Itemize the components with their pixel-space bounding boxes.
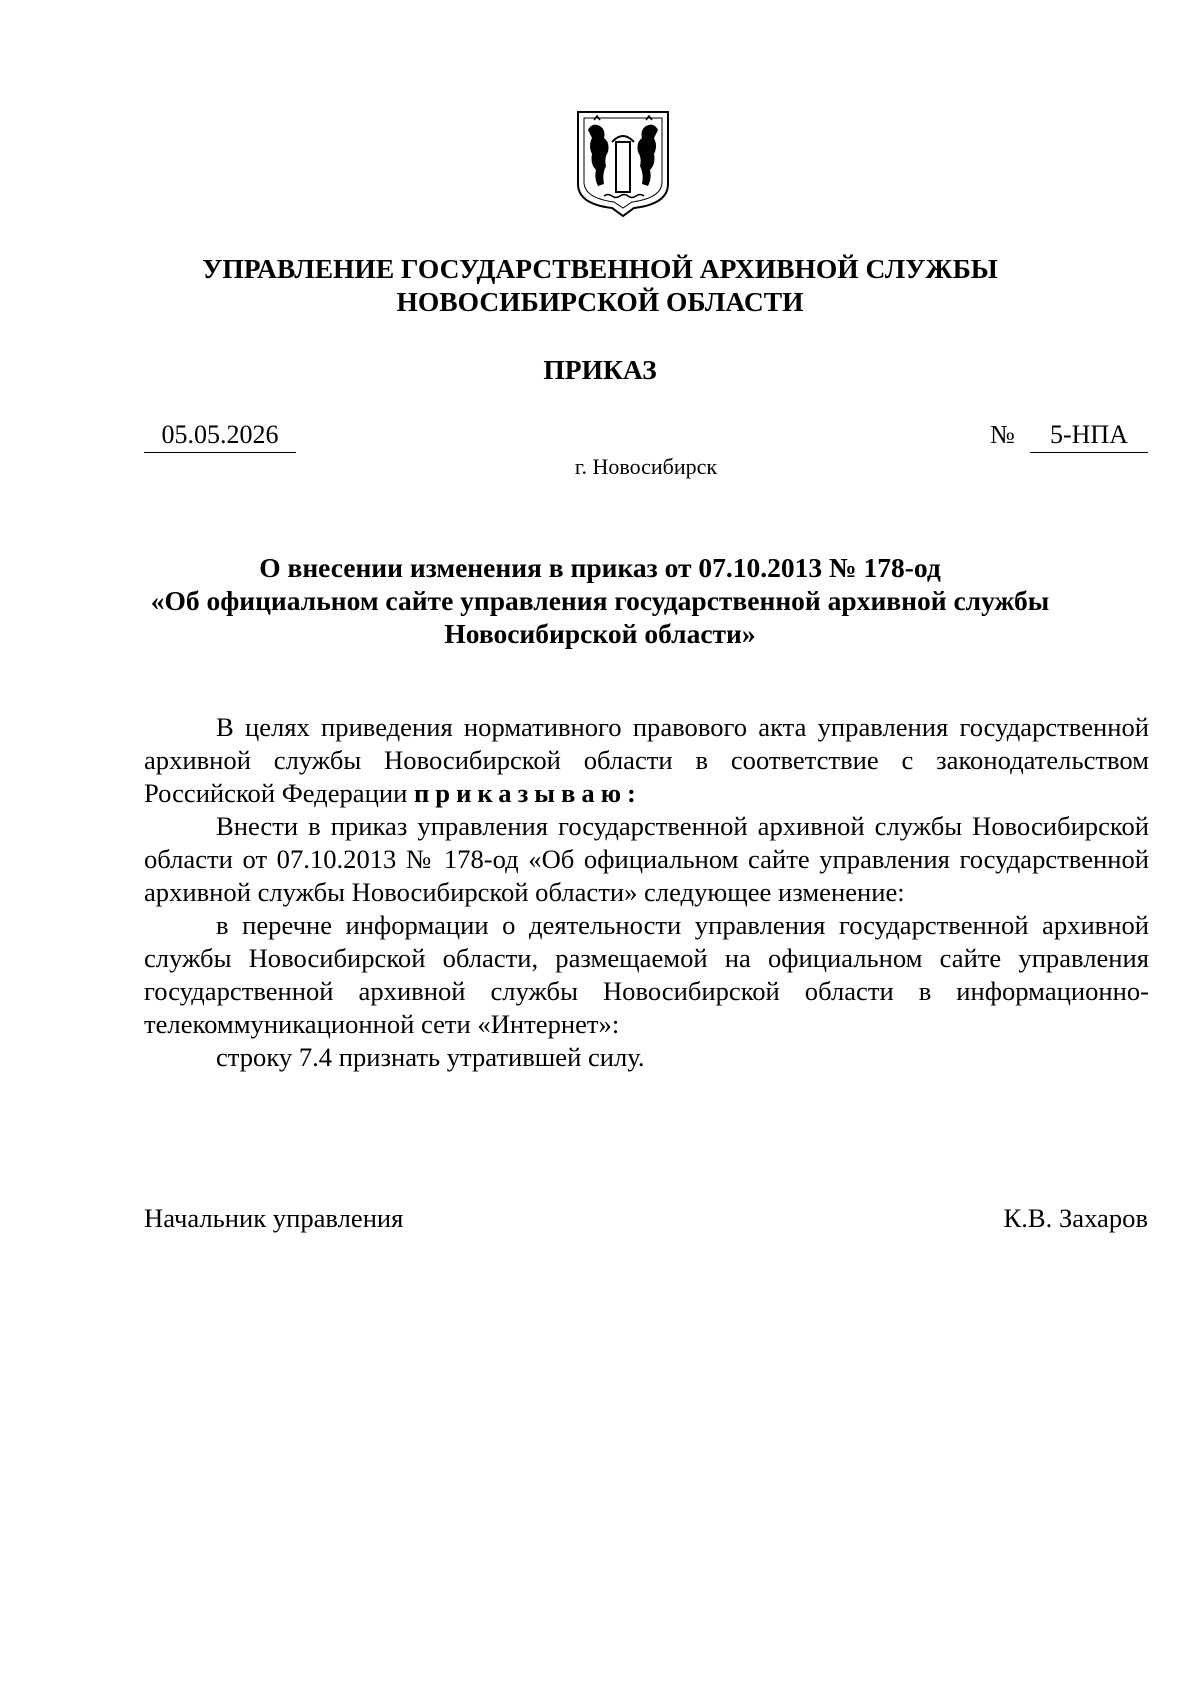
document-number: 5-НПА xyxy=(1030,418,1148,453)
organization-name-line1: УПРАВЛЕНИЕ ГОСУДАРСТВЕННОЙ АРХИВНОЙ СЛУЖБЫ xyxy=(202,253,998,284)
document-type: ПРИКАЗ xyxy=(543,354,657,385)
subject-line1: О внесении изменения в приказ от 07.10.2013 № 178-од xyxy=(259,552,941,583)
signatory-position: Начальник управления xyxy=(144,1203,404,1233)
organization-name xyxy=(0,252,1200,318)
list-reference-paragraph: в перечне информации о деятельности управления государственной архивной службы Новосибирской области, размещаемой на официальном сайте управления государственной архивной службы Новосибирской области в информационно-телекоммуникационной сети «Интернет»: xyxy=(144,910,1149,1039)
order-word: приказываю: xyxy=(413,778,642,808)
coat-of-arms-icon xyxy=(574,108,672,220)
amendment-paragraph: Внести в приказ управления государственной архивной службы Новосибирской области от 07.10.2013 № 178-од «Об официальном сайте управления государственной архивной службы Новосибирской области» следующее изменение: xyxy=(144,811,1149,907)
document-city: г. Новосибирск xyxy=(574,454,718,479)
document-date: 05.05.2026 xyxy=(144,418,296,453)
organization-name-line2: НОВОСИБИРСКОЙ ОБЛАСТИ xyxy=(396,286,804,317)
document-body xyxy=(144,711,1149,1074)
preamble-text: В целях приведения нормативного правового акта управления государственной архивной службы Новосибирской области в соответствие с законодательством Российской Федерации xyxy=(144,712,1149,808)
subject-line2: «Об официальном сайте управления государственной архивной службы xyxy=(150,585,1050,616)
signatory-name: К.В. Захаров xyxy=(1003,1203,1148,1233)
preamble-paragraph xyxy=(144,711,1149,810)
number-sign: № xyxy=(990,420,1015,449)
subject-line3: Новосибирской области» xyxy=(444,618,756,649)
invalidation-paragraph: строку 7.4 признать утратившей силу. xyxy=(216,1042,645,1072)
document-subject xyxy=(0,551,1200,650)
